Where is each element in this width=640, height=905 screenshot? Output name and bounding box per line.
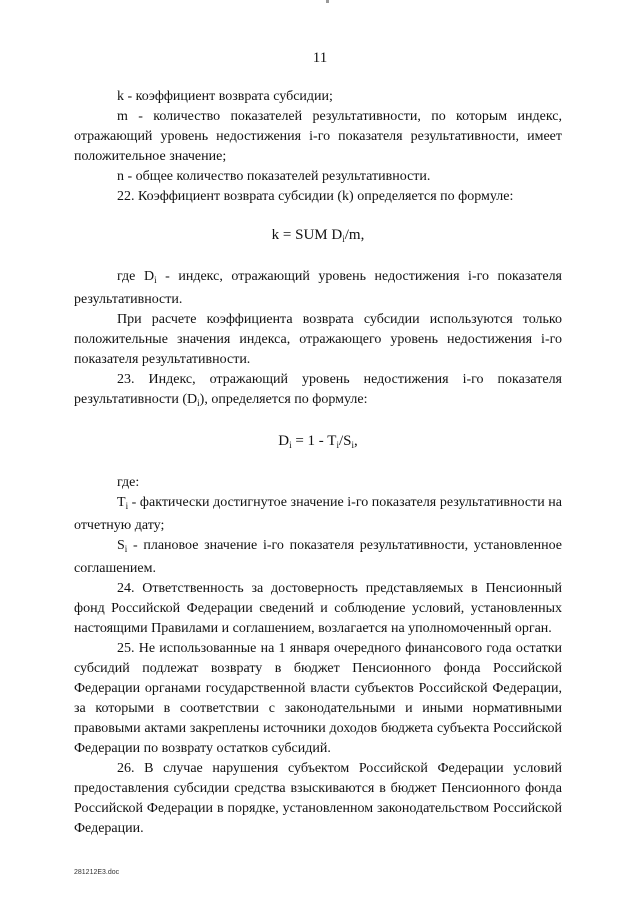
paragraph-25: 25. Не использованные на 1 января очередного финансового года остатки субсидий подлежат возврату в бюджет Пенсионного фонда Российской Федерации органами государственной власти субъектов Российской Федерации, за которыми в соответствии с законодательными и иными нормативными правовыми актами закреплены источники доходов бюджета субъекта Российской Федерации по возврату остатков субсидий.: [74, 641, 562, 756]
definition-s-text: - плановое значение i-го показателя результативности, установленное соглашением.: [74, 538, 562, 576]
paragraph-23-start: 23. Индекс, отражающий уровень недостижения i-го показателя результативности (D: [74, 372, 562, 407]
where-d-start: где D: [117, 269, 155, 284]
definition-t-text: - фактически достигнутое значение i-го показателя результативности на отчетную дату;: [74, 495, 562, 533]
definition-s-subscript: i: [124, 544, 128, 554]
formula-2-sub-1: i: [289, 440, 292, 450]
paragraph-calculation: При расчете коэффициента возврата субсидии используются только положительные значения индекса, отражающего уровень недостижения i-го показателя результативности.: [74, 312, 562, 367]
definition-t: [74, 493, 562, 536]
formula-return-coefficient: [74, 225, 562, 249]
definition-n: n - общее количество показателей результативности.: [117, 169, 431, 184]
page-number: 11: [312, 50, 328, 66]
paragraph-22: 22. Коэффициент возврата субсидии (k) определяется по формуле:: [117, 189, 514, 204]
paragraph-24: 24. Ответственность за достоверность представляемых в Пенсионный фонд Российской Федерации сведений и соблюдение условий, установленных настоящими Правилами и соглашением, возлагается на уполномоченный орган.: [74, 581, 562, 636]
formula-2-sub-2: i: [336, 440, 339, 450]
formula-1-subscript: i: [342, 234, 345, 244]
paragraph-23-subscript: i: [197, 398, 200, 408]
definition-k: k - коэффициент возврата субсидии;: [117, 89, 333, 104]
definition-t-subscript: i: [125, 501, 129, 511]
definition-s-symbol: S: [117, 538, 125, 553]
formula-1-main: k = SUM D: [271, 227, 343, 243]
document-body: [74, 87, 562, 839]
paragraph-23-end: ), определяется по формуле:: [199, 392, 368, 407]
footer-filename: 281212E3.doc: [74, 869, 120, 876]
scan-mark: [326, 0, 329, 3]
where-label: где:: [117, 475, 140, 490]
paragraph-23: [74, 370, 562, 413]
formula-2-sub-3: i: [351, 440, 354, 450]
where-d-rest: - индекс, отражающий уровень недостижения i-го показателя результативности.: [74, 269, 562, 307]
formula-2-end: ,: [354, 433, 358, 449]
definition-t-symbol: T: [117, 495, 126, 510]
formula-2-slash: /S: [338, 433, 352, 449]
definition-s: [74, 536, 562, 579]
formula-2-d: D: [278, 433, 290, 449]
where-d-definition: [74, 267, 562, 310]
where-d-subscript: i: [154, 275, 157, 285]
formula-1-tail: /m,: [344, 227, 365, 243]
formula-2-minus: = 1 - T: [291, 433, 337, 449]
formula-index: [74, 431, 562, 455]
definition-m: m - количество показателей результативности, по которым индекс, отражающий уровень недостижения i-го показателя результативности, имеет положительное значение;: [74, 109, 562, 164]
paragraph-26: 26. В случае нарушения субъектом Российской Федерации условий предоставления субсидии средства взыскиваются в бюджет Пенсионного фонда Российской Федерации в порядке, установленном законодательством Российской Федерации.: [74, 761, 562, 836]
